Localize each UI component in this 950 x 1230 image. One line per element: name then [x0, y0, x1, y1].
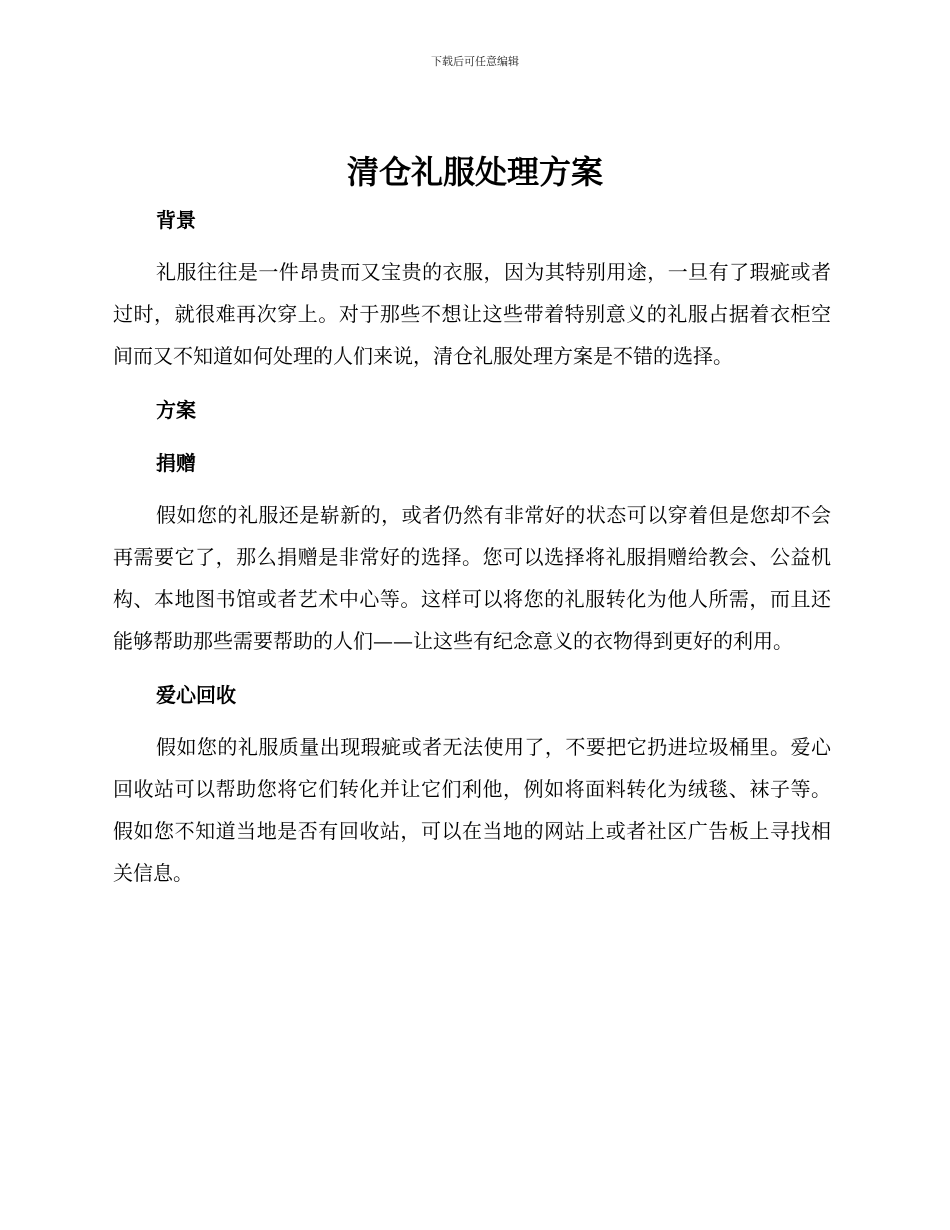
paragraph-recycling: 假如您的礼服质量出现瑕疵或者无法使用了，不要把它扔进垃圾桶里。爱心回收站可以帮助您将它们转化并让它们利他，例如将面料转化为绒毯、袜子等。假如您不知道当地是否有回收站，可以在当地的网站上或者社区广告板上寻找相关信息。 — [113, 735, 831, 885]
section-heading-donation: 捐赠 — [156, 451, 196, 475]
paragraph-background: 礼服往往是一件昂贵而又宝贵的衣服，因为其特别用途，一旦有了瑕疵或者过时，就很难再次穿上。对于那些不想让这些带着特别意义的礼服占据着衣柜空间而又不知道如何处理的人们来说，清仓礼服处理方案是不错的选择。 — [113, 260, 831, 368]
document-title: 清仓礼服处理方案 — [346, 153, 603, 191]
paragraph-donation: 假如您的礼服还是崭新的，或者仍然有非常好的状态可以穿着但是您却不会再需要它了，那么捐赠是非常好的选择。您可以选择将礼服捐赠给教会、公益机构、本地图书馆或者艺术中心等。这样可以将您的礼服转化为他人所需，而且还能够帮助那些需要帮助的人们——让这些有纪念意义的衣物得到更好的利用。 — [113, 503, 831, 653]
section-heading-plan: 方案 — [156, 398, 196, 422]
header-note: 下载后可任意编辑 — [431, 55, 519, 68]
document-body — [113, 200, 831, 894]
section-heading-background: 背景 — [156, 208, 196, 232]
section-heading-recycling: 爱心回收 — [156, 683, 236, 707]
